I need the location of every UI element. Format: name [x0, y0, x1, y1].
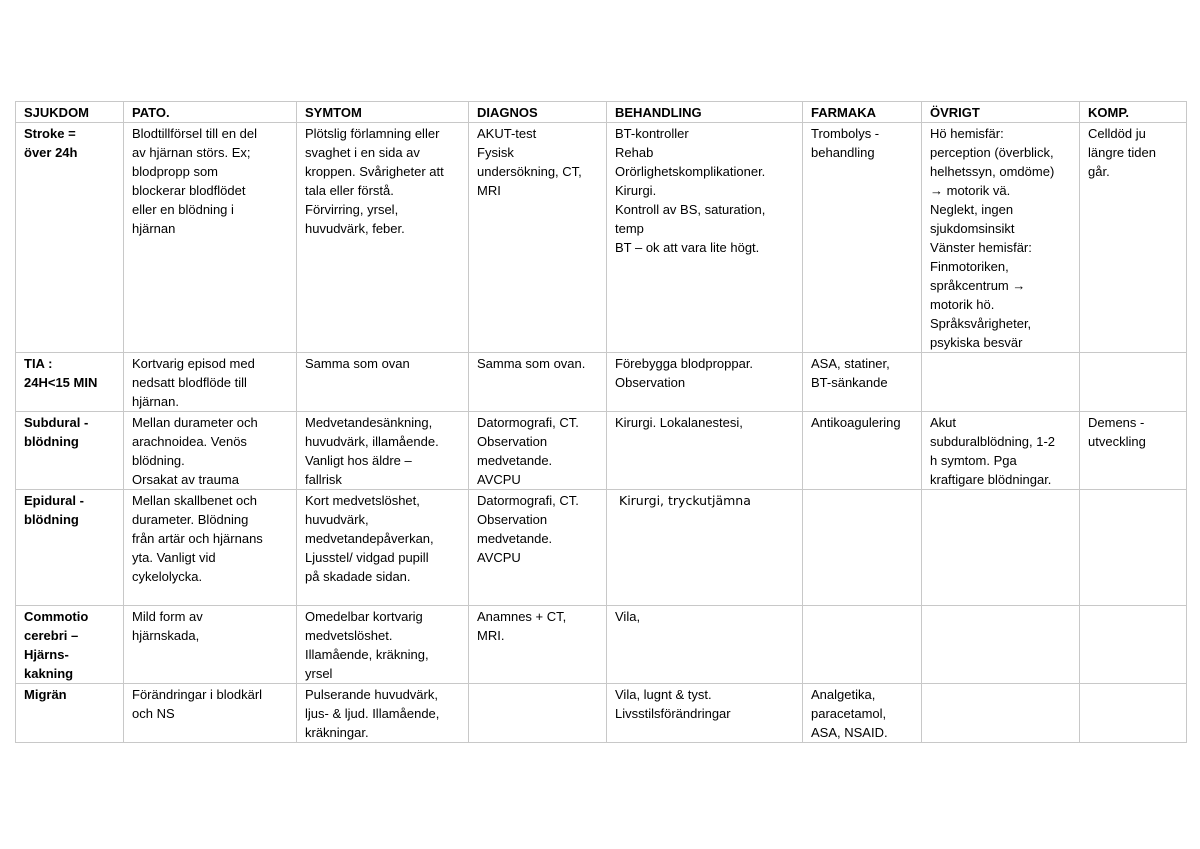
header-symtom: SYMTOM [297, 102, 469, 123]
disease-name: Migrän [24, 687, 67, 702]
table-row [16, 123, 1187, 353]
behandling-cell: Vila, lugnt & tyst. Livsstilsförändringar [615, 687, 731, 721]
pato-cell: Förändringar i blodkärl och NS [132, 687, 263, 721]
diagnos-cell: Anamnes + CT, MRI. [477, 609, 567, 643]
header-row [16, 102, 1187, 123]
disease-table [15, 101, 1187, 743]
diagnos-cell: AKUT-test Fysisk undersökning, CT, MRI [477, 126, 582, 198]
table-row [16, 684, 1187, 743]
pato-cell: Mellan durameter och arachnoidea. Venös blödning. Orsakat av trauma [132, 415, 258, 487]
symtom-cell: Medvetandesänkning, huvudvärk, illamående. Vanligt hos äldre – fallrisk [305, 415, 439, 487]
header-komp: KOMP. [1080, 102, 1187, 123]
header-diagnos: DIAGNOS [469, 102, 607, 123]
pato-cell: Blodtillförsel till en del av hjärnan störs. Ex; blodpropp som blockerar blodflödet eller en blödning i hjärnan [132, 126, 258, 236]
disease-name: Epidural - blödning [24, 493, 84, 527]
diagnos-cell: Datormografi, CT. Observation medvetande. AVCPU [477, 415, 579, 487]
pato-cell: Mild form av hjärnskada, [132, 609, 203, 643]
symtom-cell: Plötslig förlamning eller svaghet i en sida av kroppen. Svårigheter att tala eller förstå. Förvirring, yrsel, huvudvärk, feber. [305, 126, 444, 236]
komp-cell: Demens - utveckling [1088, 415, 1146, 449]
header-farmaka: FARMAKA [803, 102, 922, 123]
komp-cell: Celldöd ju längre tiden går. [1088, 126, 1156, 179]
table-row [16, 606, 1187, 684]
disease-name: Stroke = över 24h [24, 126, 78, 160]
symtom-cell: Pulserande huvudvärk, ljus- & ljud. Illamående, kräkningar. [305, 687, 440, 740]
pato-cell: Mellan skallbenet och durameter. Blödning från artär och hjärnans yta. Vanligt vid cykelolycka. [132, 493, 263, 584]
ovrigt-cell: Hö hemisfär: perception (överblick, helhetssyn, omdöme) → motorik vä. Neglekt, ingen sjukdomsinsikt Vänster hemisfär: Finmotoriken, språkcentrum → motorik hö. Språksvårigheter, psykiska besvär [930, 126, 1055, 350]
table-row [16, 412, 1187, 490]
header-pato: PATO. [124, 102, 297, 123]
header-sjukdom: SJUKDOM [16, 102, 124, 123]
farmaka-cell: Antikoagulering [811, 415, 901, 430]
table-row [16, 353, 1187, 412]
symtom-cell: Kort medvetslöshet, huvudvärk, medvetandepåverkan, Ljusstel/ vidgad pupill på skadade sidan. [305, 493, 434, 584]
farmaka-cell: Analgetika, paracetamol, ASA, NSAID. [811, 687, 888, 740]
behandling-cell: Kirurgi, tryckutjämna [619, 493, 751, 508]
behandling-cell: Kirurgi. Lokalanestesi, [615, 415, 743, 430]
table-row [16, 490, 1187, 606]
behandling-cell: Förebygga blodproppar. Observation [615, 356, 754, 390]
symtom-cell: Omedelbar kortvarig medvetslöshet. Illamående, kräkning, yrsel [305, 609, 429, 681]
farmaka-cell: ASA, statiner, BT-sänkande [811, 356, 890, 390]
behandling-cell: BT-kontroller Rehab Orörlighetskomplikationer. Kirurgi. Kontroll av BS, saturation, temp BT – ok att vara lite högt. [615, 126, 766, 255]
disease-name: TIA : 24H<15 MIN [24, 356, 98, 390]
disease-name: Subdural - blödning [24, 415, 89, 449]
symtom-cell: Samma som ovan [305, 356, 410, 371]
disease-name: Commotio cerebri – Hjärns- kakning [24, 609, 89, 681]
behandling-cell: Vila, [615, 609, 641, 624]
ovrigt-cell: Akut subduralblödning, 1-2 h symtom. Pga kraftigare blödningar. [930, 415, 1056, 487]
pato-cell: Kortvarig episod med nedsatt blodflöde till hjärnan. [132, 356, 255, 409]
diagnos-cell: Samma som ovan. [477, 356, 586, 371]
header-behandling: BEHANDLING [607, 102, 803, 123]
farmaka-cell: Trombolys - behandling [811, 126, 880, 160]
diagnos-cell: Datormografi, CT. Observation medvetande. AVCPU [477, 493, 579, 565]
header-ovrigt: ÖVRIGT [922, 102, 1080, 123]
